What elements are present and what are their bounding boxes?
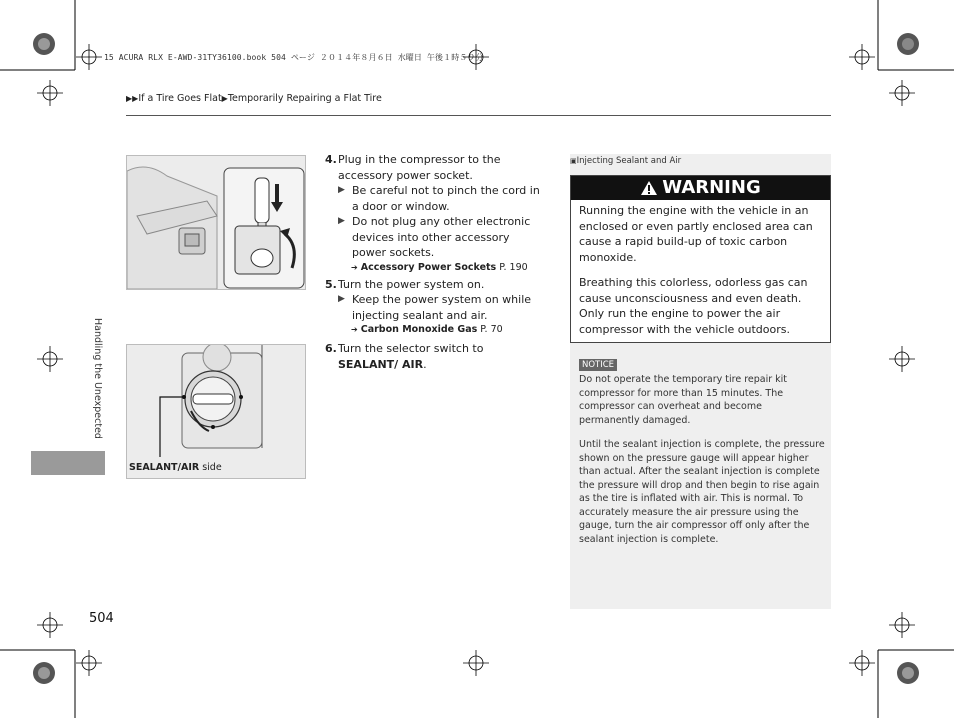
power-socket-illustration (127, 156, 305, 289)
step-text-bold: SEALANT/ AIR (338, 357, 424, 371)
section-tab[interactable] (31, 451, 105, 475)
warning-box (570, 175, 831, 343)
xref-carbon-monoxide[interactable] (325, 323, 547, 337)
step-6 (325, 341, 547, 372)
sidebar-heading-text: Injecting Sealant and Air (576, 156, 682, 166)
heading-marker-icon: ▣ (570, 157, 577, 165)
xref-accessory-power-sockets[interactable] (325, 261, 547, 275)
instruction-steps (325, 152, 547, 372)
step-text: Plug in the compressor to the accessory power socket. (338, 153, 501, 182)
xref-page: P. 190 (496, 261, 528, 273)
notice-badge: NOTICE (579, 359, 617, 371)
step-number: 5. (325, 277, 337, 291)
breadcrumb-link-flat-tire[interactable]: If a Tire Goes Flat (138, 93, 222, 104)
breadcrumb-arrow: ▶ (221, 94, 228, 103)
step-4 (325, 152, 547, 183)
caption-rest: side (199, 462, 222, 473)
step-text-pre: Turn the selector switch to (338, 342, 484, 355)
caption-bold: SEALANT/AIR (129, 462, 200, 473)
section-tab-label: Handling the Unexpected (92, 318, 103, 439)
warning-body (571, 200, 830, 337)
warning-paragraph-2: Breathing this colorless, odorless gas can cause unconsciousness and even death. Only run the engine to power the air compressor with the vehicle outdoors. (579, 276, 808, 336)
step-text (338, 341, 547, 372)
triangle-bullet-icon: ▶ (338, 185, 345, 195)
triangle-bullet-icon: ▶ (338, 216, 345, 226)
warning-triangle-icon (640, 180, 658, 196)
step-text: Turn the power system on. (338, 277, 485, 291)
note-text: Keep the power system on while injecting sealant and air. (352, 293, 532, 322)
warning-paragraph-1: Running the engine with the vehicle in an enclosed or even partly enclosed area can cause a rapid build-up of toxic carbon monoxide. (579, 204, 813, 264)
step-5-note-1 (325, 292, 547, 323)
xref-label[interactable]: Carbon Monoxide Gas (360, 324, 478, 335)
step-text-post: . (423, 357, 427, 371)
selector-switch-illustration (127, 345, 305, 478)
warning-title: WARNING (662, 177, 761, 198)
page-number: 504 (89, 611, 114, 626)
notice-paragraph-2: Until the sealant injection is complete, the pressure shown on the pressure gauge will appear higher than actual. After the sealant injection is complete the pressure will drop and then begin to rise again as the tire is inflated with air. This is normal. To accurately measure the air pressure using the gauge, turn the air compressor off only after the sealant injection is complete. (579, 439, 825, 545)
note-text: Be careful not to pinch the cord in a door or window. (352, 184, 540, 213)
triangle-bullet-icon: ▶ (338, 294, 345, 304)
sidebar-heading (570, 156, 681, 166)
xref-icon: ➔ (351, 262, 358, 272)
step-number: 6. (325, 342, 337, 355)
figure-selector-switch (126, 344, 306, 479)
notice-body (579, 373, 825, 557)
breadcrumb (126, 93, 382, 104)
warning-header (571, 176, 830, 200)
step-number: 4. (325, 153, 337, 166)
figure-power-socket (126, 155, 306, 290)
xref-icon: ➔ (351, 325, 358, 334)
xref-label[interactable]: Accessory Power Sockets (360, 261, 497, 273)
xref-page: P. 70 (477, 324, 503, 335)
breadcrumb-arrows: ▶▶ (126, 94, 139, 103)
breadcrumb-link-repair[interactable]: Temporarily Repairing a Flat Tire (227, 93, 382, 104)
step-5 (325, 277, 547, 293)
step-4-note-2 (325, 214, 547, 261)
step-4-note-1 (325, 183, 547, 214)
header-rule (126, 115, 831, 116)
note-text: Do not plug any other electronic devices into other accessory power sockets. (352, 215, 531, 259)
figure-caption (129, 462, 222, 473)
notice-paragraph-1: Do not operate the temporary tire repair kit compressor for more than 15 minutes. The compressor can overheat and become permanently damaged. (579, 374, 788, 426)
print-header: 15 ACURA RLX E-AWD-31TY36100.book 504 ページ ２０１４年８月６日 水曜日 午後１時５９分 (104, 53, 484, 62)
